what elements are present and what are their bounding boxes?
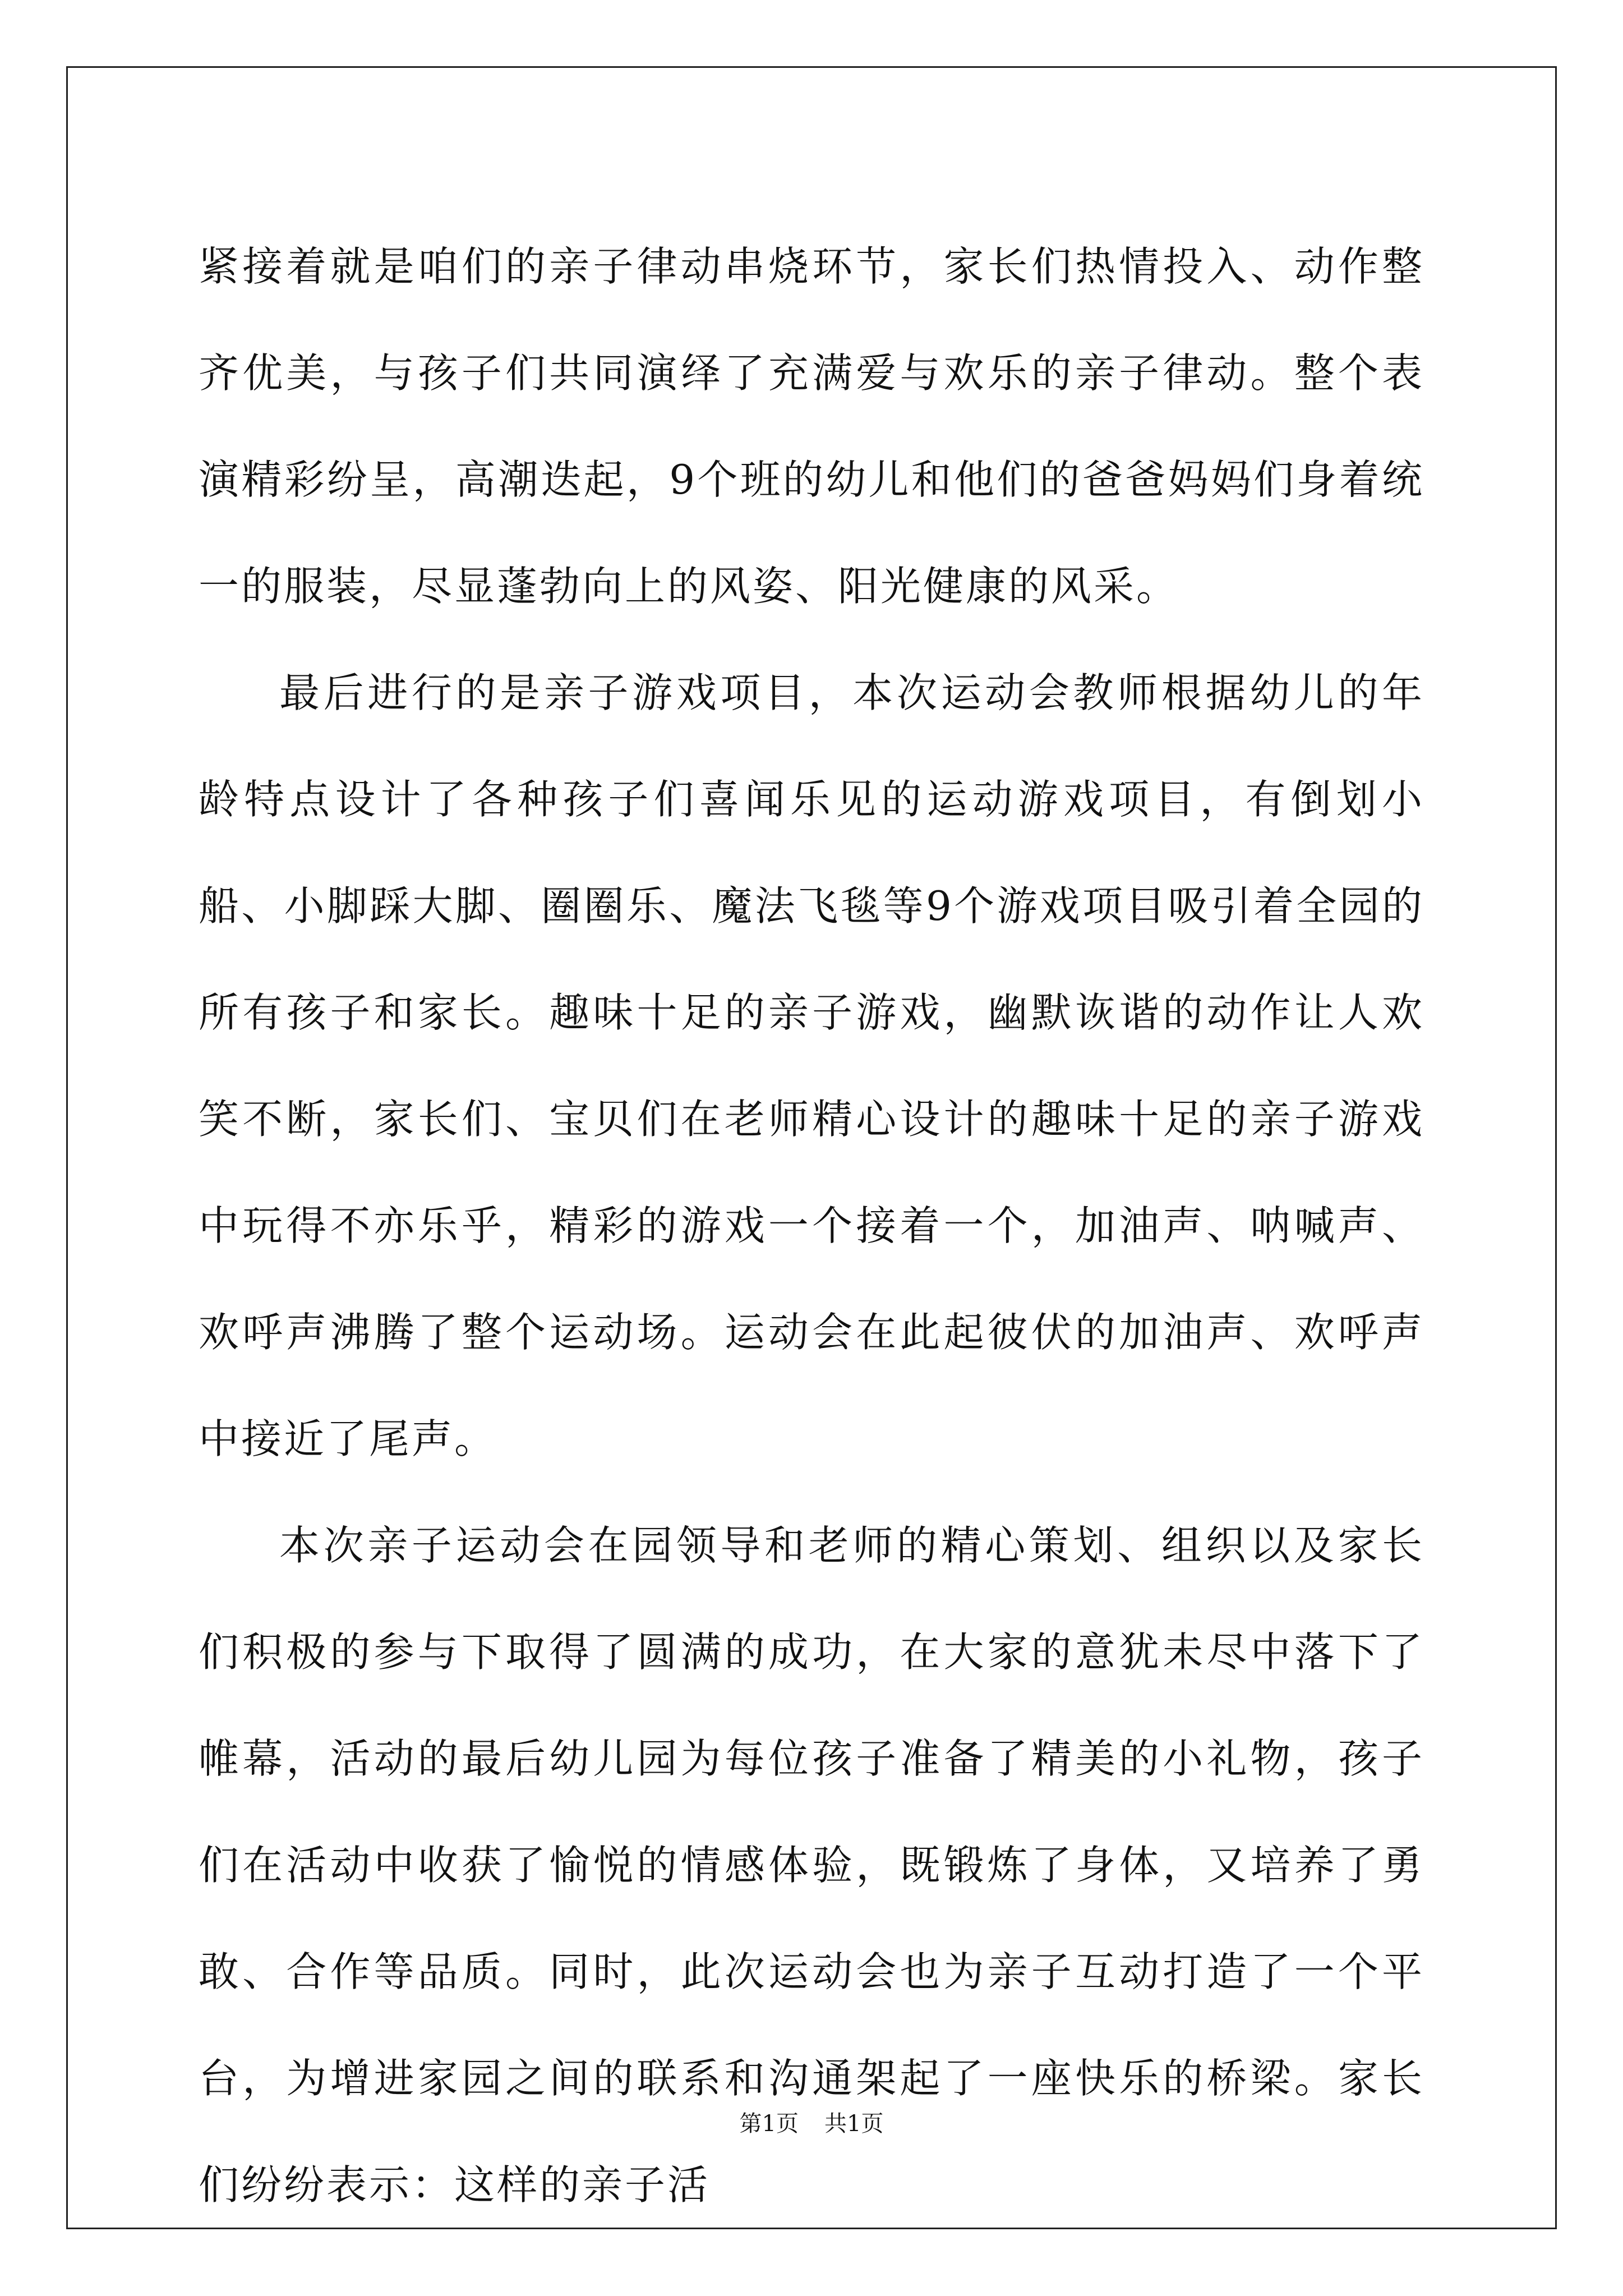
- page-footer: [0, 2108, 1623, 2139]
- document-body: [199, 213, 1424, 2238]
- paragraph-3: 本次亲子运动会在园领导和老师的精心策划、组织以及家长们积极的参与下取得了圆满的成功，在大家的意犹未尽中落下了帷幕，活动的最后幼儿园为每位孩子准备了精美的小礼物，孩子们在活动中收获了愉悦的情感体验，既锻炼了身体，又培养了勇敢、合作等品质。同时，此次运动会也为亲子互动打造了一个平台，为增进家园之间的联系和沟通架起了一座快乐的桥梁。家长们纷纷表示：这样的亲子活: [199, 1522, 1424, 2208]
- page-number-total: 共1页: [824, 2111, 884, 2137]
- paragraph-1: 紧接着就是咱们的亲子律动串烧环节，家长们热情投入、动作整齐优美，与孩子们共同演绎了充满爱与欢乐的亲子律动。整个表演精彩纷呈，高潮迭起，9个班的幼儿和他们的爸爸妈妈们身着统一的服装，尽显蓬勃向上的风姿、阳光健康的风采。: [199, 243, 1424, 610]
- paragraph-2: 最后进行的是亲子游戏项目，本次运动会教师根据幼儿的年龄特点设计了各种孩子们喜闻乐见的运动游戏项目，有倒划小船、小脚踩大脚、圈圈乐、魔法飞毯等9个游戏项目吸引着全园的所有孩子和家长。趣味十足的亲子游戏，幽默诙谐的动作让人欢笑不断，家长们、宝贝们在老师精心设计的趣味十足的亲子游戏中玩得不亦乐乎，精彩的游戏一个接着一个，加油声、呐喊声、欢呼声沸腾了整个运动场。运动会在此起彼伏的加油声、欢呼声中接近了尾声。: [199, 669, 1424, 1462]
- page-number-current: 第1页: [739, 2111, 799, 2137]
